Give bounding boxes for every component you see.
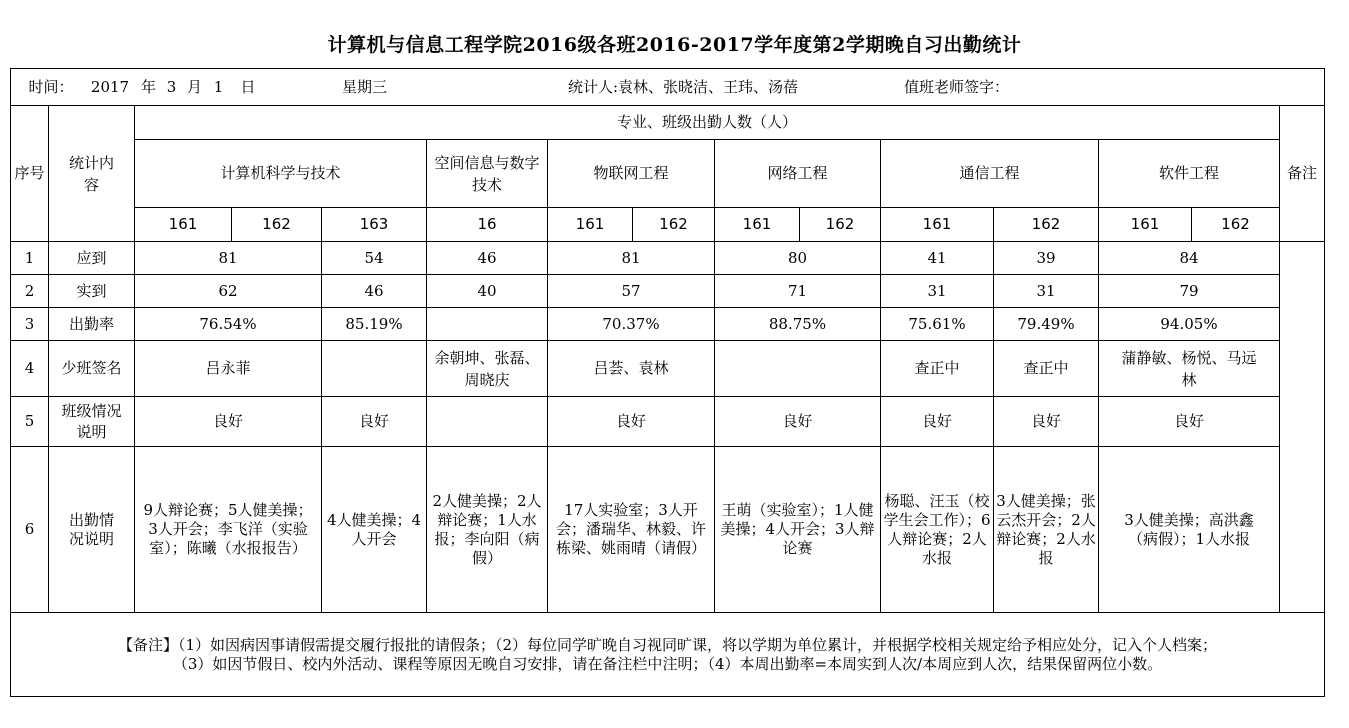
row-label: 少班签名	[49, 341, 135, 397]
class-cell: 161	[881, 208, 994, 242]
value-cell: 54	[322, 242, 427, 275]
content-header: 统计内容	[49, 106, 135, 242]
value-cell: 75.61%	[881, 308, 994, 341]
value-cell: 70.37%	[548, 308, 715, 341]
major-spatial: 空间信息与数字技术	[427, 140, 548, 208]
value-cell: 良好	[715, 397, 881, 447]
value-cell: 94.05%	[1099, 308, 1280, 341]
major-software: 软件工程	[1099, 140, 1280, 208]
value-cell: 79	[1099, 275, 1280, 308]
class-cell: 161	[715, 208, 800, 242]
value-cell: 3人健美操；高洪鑫（病假）；1人水报	[1099, 447, 1280, 613]
class-cell: 161	[135, 208, 232, 242]
value-cell: 2人健美操；2人辩论赛；1人水报；李向阳（病假）	[427, 447, 548, 613]
class-cell: 163	[322, 208, 427, 242]
value-cell: 良好	[1099, 397, 1280, 447]
value-cell: 9人辩论赛；5人健美操；3人开会；李飞洋（实验室）；陈曦（水报报告）	[135, 447, 322, 613]
value-cell: 良好	[994, 397, 1099, 447]
row-seq: 6	[11, 447, 49, 613]
value-cell: 31	[994, 275, 1099, 308]
value-cell: 41	[881, 242, 994, 275]
value-cell: 79.49%	[994, 308, 1099, 341]
class-cell: 16	[427, 208, 548, 242]
major-network: 网络工程	[715, 140, 881, 208]
row-seq: 4	[11, 341, 49, 397]
value-cell	[427, 397, 548, 447]
value-cell: 余朝坤、张磊、周晓庆	[427, 341, 548, 397]
row-seq: 1	[11, 242, 49, 275]
value-cell: 85.19%	[322, 308, 427, 341]
row-seq: 5	[11, 397, 49, 447]
value-cell: 杨聪、汪玉（校学生会工作）；6人辩论赛；2人水报	[881, 447, 994, 613]
class-cell: 161	[548, 208, 633, 242]
info-cell	[11, 69, 1325, 106]
notes-row	[11, 613, 1325, 697]
month-value: 3	[166, 77, 177, 96]
header-row-majors	[11, 140, 1325, 208]
value-cell: 良好	[322, 397, 427, 447]
row-sign	[11, 341, 1325, 397]
class-cell: 162	[633, 208, 715, 242]
row-label: 实到	[49, 275, 135, 308]
value-cell: 查正中	[881, 341, 994, 397]
info-row	[11, 69, 1325, 106]
header-row-1	[11, 106, 1325, 140]
value-cell: 良好	[881, 397, 994, 447]
day-unit: 日	[240, 77, 256, 96]
row-label: 出勤情况说明	[49, 447, 135, 613]
group-title: 专业、班级出勤人数（人）	[135, 106, 1280, 140]
notes-cell	[11, 613, 1325, 697]
value-cell: 80	[715, 242, 881, 275]
value-cell: 71	[715, 275, 881, 308]
row-attendance-notes	[11, 447, 1325, 613]
value-cell: 4人健美操；4人开会	[322, 447, 427, 613]
row-label: 班级情况说明	[49, 397, 135, 447]
page-title: 计算机与信息工程学院2016级各班2016-2017学年度第2学期晚自习出勤统计	[327, 34, 1022, 56]
value-cell: 良好	[548, 397, 715, 447]
teacher-sign-label: 值班老师签字：	[904, 77, 1010, 96]
value-cell	[322, 341, 427, 397]
value-cell: 46	[322, 275, 427, 308]
class-cell: 162	[1192, 208, 1280, 242]
value-cell: 46	[427, 242, 548, 275]
stat-people: 统计人:袁林、张晓洁、王玮、汤蓓	[567, 77, 799, 96]
value-cell: 吕永菲	[135, 341, 322, 397]
value-cell: 88.75%	[715, 308, 881, 341]
value-cell: 40	[427, 275, 548, 308]
major-iot: 物联网工程	[548, 140, 715, 208]
value-cell: 31	[881, 275, 994, 308]
class-cell: 162	[800, 208, 881, 242]
remark-header: 备注	[1280, 106, 1325, 242]
class-cell: 161	[1099, 208, 1192, 242]
year-unit: 年	[140, 77, 156, 96]
major-cs: 计算机科学与技术	[135, 140, 427, 208]
header-row-classes	[11, 208, 1325, 242]
row-label: 出勤率	[49, 308, 135, 341]
row-seq: 2	[11, 275, 49, 308]
value-cell: 39	[994, 242, 1099, 275]
year-value: 2017	[90, 77, 130, 96]
value-cell: 81	[135, 242, 322, 275]
value-cell: 吕荟、袁林	[548, 341, 715, 397]
notes-line-1: 【备注】（1）如因病因事请假需提交履行报批的请假条；（2）每位同学旷晚自习视同旷课，将以学期为单位累计，并根据学校相关规定给予相应处分，记入个人档案；	[117, 635, 1218, 654]
value-cell: 3人健美操；张云杰开会；2人辩论赛；2人水报	[994, 447, 1099, 613]
notes-line-2: （3）如因节假日、校内外活动、课程等原因无晚自习安排，请在备注栏中注明；（4）本周出勤率=本周实到人次/本周应到人次，结果保留两位小数。	[172, 654, 1163, 673]
major-telecom: 通信工程	[881, 140, 1099, 208]
class-cell: 162	[232, 208, 322, 242]
value-cell: 84	[1099, 242, 1280, 275]
value-cell: 57	[548, 275, 715, 308]
row-actual	[11, 275, 1325, 308]
time-label: 时间：	[28, 77, 74, 96]
day-value: 1	[213, 77, 224, 96]
value-cell: 62	[135, 275, 322, 308]
value-cell	[427, 308, 548, 341]
value-cell: 良好	[135, 397, 322, 447]
value-cell: 王萌（实验室）；1人健美操；4人开会；3人辩论赛	[715, 447, 881, 613]
value-cell: 81	[548, 242, 715, 275]
value-cell: 蒲静敏、杨悦、马远林	[1099, 341, 1280, 397]
row-class-status	[11, 397, 1325, 447]
value-cell: 查正中	[994, 341, 1099, 397]
remark-cell	[1280, 242, 1325, 613]
value-cell: 76.54%	[135, 308, 322, 341]
attendance-table	[10, 68, 1325, 697]
class-cell: 162	[994, 208, 1099, 242]
row-expected	[11, 242, 1325, 275]
seq-header: 序号	[11, 106, 49, 242]
row-label: 应到	[49, 242, 135, 275]
month-unit: 月	[186, 77, 202, 96]
row-rate	[11, 308, 1325, 341]
value-cell: 17人实验室；3人开会；潘瑞华、林毅、许栋梁、姚雨晴（请假）	[548, 447, 715, 613]
row-seq: 3	[11, 308, 49, 341]
value-cell	[715, 341, 881, 397]
weekday: 星期三	[341, 77, 387, 96]
